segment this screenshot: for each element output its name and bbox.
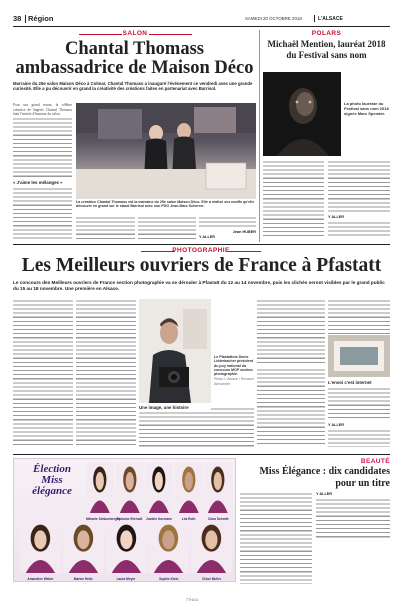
candidate-card [116, 463, 144, 519]
photo-column-1-text [13, 299, 73, 447]
candidate-photo [191, 521, 232, 573]
candidate-name: Chloé Muller [202, 577, 222, 581]
salon-intro: Pour son grand retour, la célèbre créatrice de lingerie Chantal Thomass était l'invitée d'honneur du salon. [13, 103, 72, 117]
candidate-photo [204, 463, 232, 513]
newspaper-name: L'ALSACE [318, 15, 343, 22]
miss-elegance-poster [13, 458, 236, 582]
salon-column-2-text [76, 216, 135, 240]
page-number: 38 [13, 14, 22, 23]
beauty-article [240, 458, 390, 592]
poster-title-line1: Élection [33, 463, 71, 475]
salon-column-1-text-b [13, 187, 72, 239]
section-name: Région [28, 14, 54, 23]
candidates-row-2 [20, 521, 234, 579]
photography-info-label: Y ALLER [328, 423, 345, 427]
candidate-card [148, 521, 189, 579]
polars-kicker: POLARS [311, 30, 342, 37]
photography-photo-small [328, 335, 390, 377]
photography-subhead-2: L'envoi c'est internet [328, 380, 372, 385]
salon-title-line1: Chantal Thomass [65, 39, 204, 59]
polars-photo-image [263, 72, 341, 156]
candidate-name: Laura Meyer [116, 577, 136, 581]
salon-lede: Marraine du 25e salon Maison Déco à Colmar, Chantal Thomass a inauguré l'événement ce vendredi avec une grande curiosité. Elle a pu découvrir en grand la créativité des créations faites en partenariat avec Barrisol. [13, 81, 253, 92]
candidate-name: Marine Heitz [73, 577, 93, 581]
candidate-card [86, 463, 121, 521]
footer-code: TTHL01 [186, 598, 199, 602]
salon-column-1-text [13, 117, 72, 177]
polars-photo-caption: La photo lauréate du Festival sans nom 2018 signée Marc Spender. [344, 101, 389, 116]
candidate-photo [106, 521, 147, 573]
photo-column-4b-text [257, 368, 325, 447]
polars-info-label: Y ALLER [328, 215, 345, 219]
photo-column-5b-text [328, 387, 390, 419]
salon-caption-text: La créatrice Chantal Thomass est la marraine du 25e salon Maison Déco. Elle a réalisé ses motifs qu'elle découvre en grand sur le stand Barrisol avec son PDG Jean-Marc Scherrer. [76, 200, 255, 209]
poster-title-line2: Miss [41, 474, 63, 486]
column-rule-top [259, 30, 260, 242]
photography-subhead-1: Une image, une histoire [139, 405, 211, 410]
candidate-name: Mélanie Schlumberger [86, 517, 121, 521]
polars-photo [263, 72, 341, 156]
candidate-name: Justine Kormann [145, 517, 172, 521]
photography-photo-small-image [328, 335, 390, 377]
salon-photo [76, 103, 256, 199]
salon-subhead: « J'aime les mélanges » [13, 180, 63, 185]
section-rule-middle [13, 244, 390, 245]
candidate-name: Clara Schmitt [207, 517, 229, 521]
photo-kicker-rule-right [227, 251, 261, 252]
candidate-card [106, 521, 147, 579]
photography-lede: Le concours des Meilleurs ouvriers de France section photographie va se dérouler à Pfastatt du 12 au 14 novembre, puis les clichés seront visibles par le grand public du 15 au 18 novembre. Une première en Alsace. [13, 280, 385, 291]
salon-kicker-rule-right [149, 34, 192, 35]
candidate-name: Sophie Klein [159, 577, 179, 581]
section-rule-bottom [13, 454, 390, 455]
photo-column-4-text [257, 299, 325, 365]
photo-kicker-rule-left [141, 251, 175, 252]
salon-column-4-text [199, 216, 256, 228]
polars-column-2-text [328, 160, 390, 212]
salon-kicker: SALON [122, 30, 148, 37]
salon-kicker-rule-left [79, 34, 122, 35]
beauty-column-2-text [316, 498, 390, 538]
header-divider [314, 15, 315, 22]
salon-caption [76, 200, 256, 214]
polars-article [263, 30, 390, 245]
candidate-card [145, 463, 173, 519]
candidate-card [20, 521, 61, 579]
header-date: SAMEDI 20 OCTOBRE 2018 [245, 16, 302, 21]
header-rule [13, 26, 390, 27]
salon-title-line2: ambassadrice de Maison Déco [15, 58, 254, 78]
candidate-photo [145, 463, 173, 513]
candidate-card [191, 521, 232, 579]
candidate-card [175, 463, 203, 519]
candidate-card [204, 463, 232, 519]
candidate-photo [148, 521, 189, 573]
candidate-card [63, 521, 104, 579]
photo-column-2b-text [139, 407, 254, 447]
section-divider [25, 15, 26, 23]
candidate-name: Tiphaine Ehrhold [116, 517, 143, 521]
photo-info-text [328, 429, 390, 447]
polars-info-text [328, 221, 390, 238]
candidate-photo [63, 521, 104, 573]
photo-column-2-text [76, 299, 136, 447]
candidates-row-1 [86, 463, 234, 519]
candidate-photo [86, 463, 114, 513]
candidate-photo [20, 521, 61, 573]
page-header [13, 14, 390, 26]
salon-column-3-text [138, 216, 196, 240]
beauty-info-label: Y ALLER [316, 492, 333, 496]
photography-photo-image [139, 299, 211, 403]
beauty-column-1-text [240, 492, 312, 584]
polars-column-1-text [263, 160, 324, 238]
candidate-photo [116, 463, 144, 513]
candidate-name: Léa Roth [181, 517, 196, 521]
polars-title: Michaël Mention, lauréat 2018 du Festival sans nom [267, 39, 386, 60]
salon-photo-image [76, 103, 256, 199]
photography-title: Les Meilleurs ouvriers de France à Pfastatt [21, 255, 382, 276]
photography-kicker: PHOTOGRAPHIE [172, 247, 230, 254]
photography-caption [214, 355, 254, 403]
beauty-kicker: BEAUTÉ [360, 458, 390, 465]
candidate-photo [175, 463, 203, 513]
photography-photo [139, 299, 211, 403]
salon-article [13, 30, 256, 245]
photography-photo-credit: Photo L'Alsace / Renaud Alexandre [214, 377, 254, 386]
salon-author: Jean HUBER [232, 230, 256, 234]
candidate-name: Amandine Weber [27, 577, 54, 581]
photography-article [13, 247, 390, 452]
salon-info-label: Y ALLER [199, 235, 216, 239]
poster-title-line3: élégance [32, 485, 72, 497]
photography-caption-text: Le Pfastattois Denis Lutterbacher président du jury national du concours MOF section photographie. [214, 355, 254, 377]
beauty-title: Miss Élégance : dix candidates pour un titre [259, 466, 390, 489]
